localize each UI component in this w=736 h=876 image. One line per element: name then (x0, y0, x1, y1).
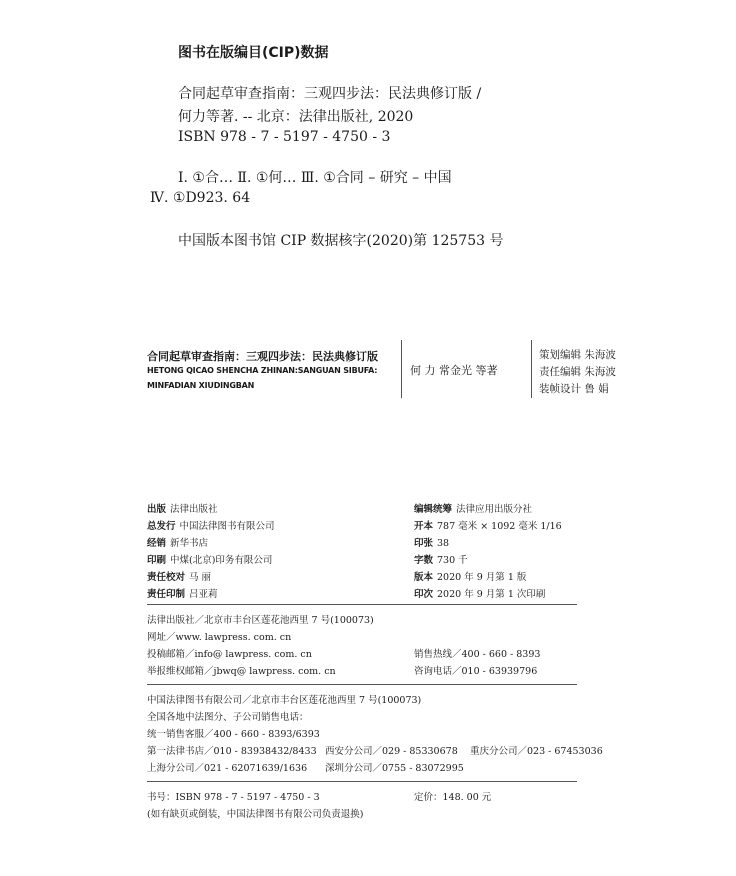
book-authors: 何 力 常金光 等著 (410, 364, 498, 377)
publisher-consult-phone: 咨询电话／010 - 63939796 (414, 666, 538, 677)
publisher-submit-email[interactable]: 投稿邮箱／info@ lawpress. com. cn (147, 649, 312, 660)
divider-line (147, 684, 577, 685)
pub-info-row: 责任校对 马 丽 (147, 572, 212, 583)
distributor-shenzhen: 深圳分公司／0755 - 83072995 (325, 763, 464, 774)
pub-info-row: 开本 787 毫米 × 1092 毫米 1/16 (414, 521, 562, 532)
distributor-chongqing: 重庆分公司／023 - 67453036 (470, 746, 603, 757)
pub-info-row: 字数 730 千 (414, 555, 468, 566)
pub-info-row: 总发行 中国法律图书有限公司 (147, 521, 275, 532)
divider-line (147, 604, 577, 605)
pub-info-row: 版本 2020 年 9 月第 1 版 (414, 572, 527, 583)
book-title-pinyin-2: MINFADIAN XIUDINGBAN (147, 381, 255, 390)
cip-classification-code: Ⅳ. ①D923. 64 (150, 190, 251, 206)
cip-title-line: 合同起草审查指南：三观四步法：民法典修订版 / (178, 86, 482, 102)
distributor-shanghai: 上海分公司／021 - 62071639/1636 (147, 763, 308, 774)
book-title-pinyin-1: HETONG QICAO SHENCHA ZHINAN:SANGUAN SIBUFA: (147, 366, 378, 375)
title-divider-left (401, 340, 402, 398)
editor-planning (539, 347, 616, 362)
footer-isbn: 书号：ISBN 978 - 7 - 5197 - 4750 - 3 (147, 792, 320, 803)
pub-info-row: 出版 法律出版社 (147, 504, 218, 515)
book-title: 合同起草审查指南：三观四步法：民法典修订版 (147, 350, 378, 363)
distributor-note: 全国各地中法图分、子公司销售电话： (147, 712, 309, 723)
cip-check-number: 中国版本图书馆 CIP 数据核字(2020)第 125753 号 (178, 233, 504, 249)
distributor-unified-service: 统一销售客服／400 - 660 - 8393/6393 (147, 729, 320, 740)
cip-author-line: 何力等著. -- 北京：法律出版社, 2020 (178, 109, 414, 125)
pub-info-row: 责任印制 吕亚莉 (147, 589, 218, 600)
distributor-address: 中国法律图书有限公司／北京市丰台区莲花池西里 7 号(100073) (147, 695, 422, 706)
cip-isbn-line: ISBN 978 - 7 - 5197 - 4750 - 3 (178, 129, 391, 145)
editor-role: 责任编辑 (539, 366, 581, 378)
pub-info-row: 印张 38 (414, 538, 450, 549)
publisher-address: 法律出版社／北京市丰台区莲花池西里 7 号(100073) (147, 615, 374, 626)
editor-name: 鲁 娟 (584, 383, 609, 395)
distributor-store-1: 第一法律书店／010 - 83938432/8433 (147, 746, 317, 757)
editor-role: 装帧设计 (539, 383, 581, 395)
editor-name: 朱海波 (584, 366, 616, 378)
footer-note: (如有缺页或倒装，中国法律图书有限公司负责退换) (147, 809, 364, 820)
pub-info-row: 印刷 中煤(北京)印务有限公司 (147, 555, 273, 566)
editor-role: 策划编辑 (539, 349, 581, 361)
title-divider-right (531, 340, 532, 398)
editor-design (539, 381, 609, 396)
publisher-report-email[interactable]: 举报维权邮箱／jbwq@ lawpress. com. cn (147, 666, 336, 677)
cip-heading: 图书在版编目(CIP)数据 (178, 45, 329, 61)
pub-info-row: 经销 新华书店 (147, 538, 209, 549)
footer-price: 定价：148. 00 元 (414, 792, 492, 803)
pub-info-row: 编辑统筹 法律应用出版分社 (414, 504, 533, 515)
editor-name: 朱海波 (584, 349, 616, 361)
distributor-xian: 西安分公司／029 - 85330678 (325, 746, 458, 757)
cip-classification-line: Ⅰ. ①合… Ⅱ. ①何… Ⅲ. ①合同 – 研究 – 中国 (178, 170, 452, 186)
publisher-website[interactable]: 网址／www. lawpress. com. cn (147, 632, 292, 643)
editor-responsible (539, 364, 616, 379)
publisher-sales-hotline: 销售热线／400 - 660 - 8393 (414, 649, 541, 660)
pub-info-row: 印次 2020 年 9 月第 1 次印刷 (414, 589, 546, 600)
divider-line (147, 781, 577, 782)
